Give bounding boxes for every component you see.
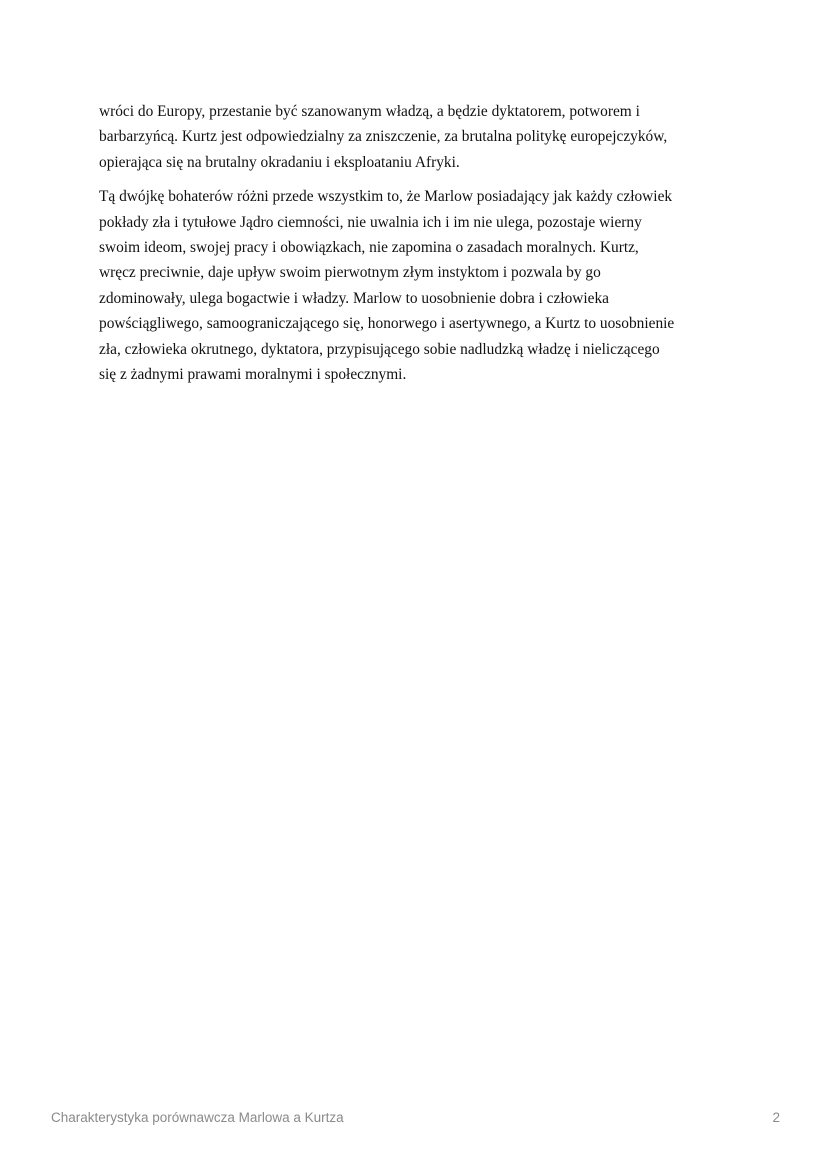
footer-document-title: Charakterystyka porównawcza Marlowa a Kurtza <box>51 1110 344 1125</box>
text-line: wręcz preciwnie, daje upływ swoim pierwotnym złym instyktom i pozwala by go <box>99 264 601 282</box>
text-line: pokłady zła i tytułowe Jądro ciemności, nie uwalnia ich i im nie ulega, pozostaje wierny <box>99 213 642 231</box>
text-line: powściągliwego, samoograniczającego się, honorwego i asertywnego, a Kurtz to uosobnienie <box>99 315 675 333</box>
text-line: swoim ideom, swojej pracy i obowiązkach, nie zapomina o zasadach moralnych. Kurtz, <box>99 239 639 257</box>
paragraph-2 <box>99 184 739 387</box>
text-line: Tą dwójkę bohaterów różni przede wszystkim to, że Marlow posiadający jak każdy człowiek <box>99 188 673 206</box>
page-body <box>99 99 739 396</box>
text-line: zdominowały, ulega bogactwie i władzy. Marlow to uosobnienie dobra i człowieka <box>99 289 610 307</box>
paragraph-1 <box>99 99 739 175</box>
text-line: zła, człowieka okrutnego, dyktatora, przypisującego sobie nadludzką władzę i nieliczącego <box>99 340 660 358</box>
text-line: opierająca się na brutalny okradaniu i eksploataniu Afryki. <box>99 153 460 171</box>
text-line: barbarzyńcą. Kurtz jest odpowiedzialny za zniszczenie, za brutalna politykę europejczyków, <box>99 128 668 146</box>
text-line: się z żadnymi prawami moralnymi i społecznymi. <box>99 366 407 384</box>
page-footer <box>51 1108 780 1128</box>
page-number: 2 <box>772 1110 780 1125</box>
text-line: wróci do Europy, przestanie być szanowanym władzą, a będzie dyktatorem, potworem i <box>99 103 640 120</box>
